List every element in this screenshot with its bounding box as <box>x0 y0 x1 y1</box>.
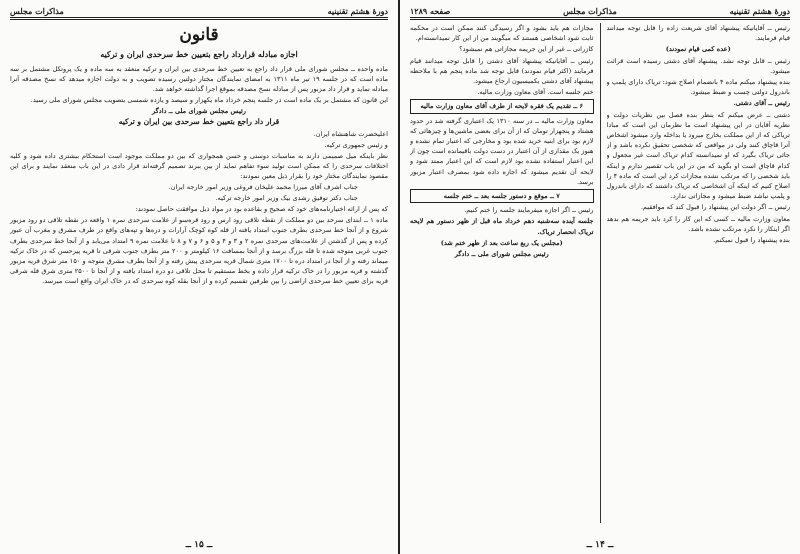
left-running-head <box>10 6 388 20</box>
section-heading-7: ۷ ــ موقع و دستور جلسه بعد ــ ختم جلسه <box>410 189 594 203</box>
col1-item-8: بنده پیشنهاد را قبول نمیکنم. <box>713 236 790 245</box>
col1-item-1-note: (عده کمی قیام نمودند) <box>665 45 731 54</box>
law-body <box>10 64 388 286</box>
col1-item-7: معاون وزارت مالیه ــ کسی که این کار را کرد باید جریمه هم بدهد اگر اینکار را نکرد مرتکب نشده باشد. <box>606 214 790 233</box>
col1-item-5: دشتی ــ عرض میکنم که بنظر بنده فصل بین نظریات دولت و نظریه آقایان در این پیشنهاد است ما نظرمان این است که مبادا تریاکی که از این مملکت بخارج میرود یا بداخله وارد میشود اشخاص آنرا قاچاق کنند ولی در مواقعی که شخصی تحقیق نکرده باشد و از جائی تریاک بگیرد که او نمیدانسته کدام تریاک است غیر مجعول و کدام قاچاق است او بگوید که من در این باب تقصیر ندارم و اینکه باید شخصی را که مرتکب نشده مجازات کرد این است که ماده ۴ را اصلاح کنیم که اینکه آن اشخاصی که تریاک داشتند که دارای باندرول و پلمپ نباشد ضبط میشود و مجازاتی ندارد. <box>606 110 790 201</box>
left-page-number: ــ ۱۵ ــ <box>185 540 213 550</box>
party-1: اعلیحضرت شاهنشاه ایران. <box>313 129 388 138</box>
col2-item-7: جلسه آینده سه‌شنبه دهم خرداد ماه قبل از ظهر دستور هم لایحه تریاک انحصار تریاک. <box>410 217 594 236</box>
article-1: ماده ۱ ــ ابتدای سرحد بین دو مملکت از نقطه تلاقی رود ارس و رود قره‌سو از علامت سرحدی نمره ۱ واقعه در نقطه تلاقی دو رود مزبور شروع و از آنجا خط سرحدی بطرف جنوب امتداد یافته از قله کوه کوچک آرارات و دره‌ها و تپه‌های واقع در طرف مشرق و مغرب آن عبور کرده و پس از گذشتن از علامت‌های سرحدی نمره ۲ و ۳ و ۴ و ۵ و ۶ و ۷ و ۸ تا علامت نمره ۹ امتداد می‌یابد و از آنجا خط سرحدی بطرف جنوب غربی متوجه شده تا قله بزرگ برسد و از آنجا بمسافت ۱۶ کیلومتر و ۲۰۰ متر بطرف جنوب شرقی تا قریه پیرحسن که در خاک ترکیه میماند رفته و از آنجا در امتداد دره تا ۱۷۰۰ متری شمال قریه سرحدی پیش رفته و از آنجا بطرف مشرق متوجه و ۱۵۰ متر شرق قریه مزبور گذشته و قریه مزبور را در خاک ترکیه قرار داده و بخط مستقیم تا محل تلاقی دو دره امتداد یافته و از آنجا تا ۲۵۰۰ متری شرق قله شرقی قریه برای تعیین خط سرحدی اراضی را بین طرفین تقسیم کرده و از آنجا بقله کوه سرحدی که در خاک ایران واقع است میرسد. <box>10 216 389 285</box>
law-title: قانون <box>179 25 219 45</box>
col1-item-2: رئیس ــ قابل توجه نشد. پیشنهاد آقای دشتی رسیده است قرائت میشود. <box>606 56 790 75</box>
law-para-3: نظر باینکه میل صمیمی دارند به مناسبات دوستی و حسن همجواری که بین دو مملکت موجود است استحکام بیشتری داده شود و کلیه اختلافات سرحدی را که ممکن است تولید سوء تفاهم نماید از بین ببرند تصمیم گرفته‌اند قرار دادی در این باب منعقد نمایند و برای این مقصود نمایندگان مختار خود را بقرار ذیل معین نمودند: <box>10 151 388 180</box>
col1-item-6: رئیس ــ اگر دولت این پیشنهاد را قبول کند که موافقیم. <box>640 203 790 212</box>
col1-item-1: رئیس ــ آقایانیکه پیشنهاد آقای شریعت زاده را قابل توجه میدانند قیام فرمایند. <box>606 24 790 43</box>
right-running-head <box>410 6 790 20</box>
col1-item-3: بنده پیشنهاد میکنم ماده ۴ بانضمام اصلاح شود: تریاک دارای پلمپ و باندرول دولتی چسب و ضبط میشود. <box>606 78 790 97</box>
right-page-number: ــ ۱۴ ــ <box>586 540 614 550</box>
col2-item-4: ختم جلسه است. آقای معاون وزارت مالیه. <box>477 88 594 97</box>
party-2: و رئیس جمهوری ترکیه. <box>324 140 388 149</box>
col2-item-6: رئیس ــ اگر اجازه میفرمایند جلسه را ختم کنیم. <box>464 206 594 215</box>
right-header-left: صفحه ۱۲۸۹ <box>410 6 451 16</box>
transcript-column-2 <box>410 23 594 523</box>
law-subtitle: اجازه مبادله قرارداد راجع بتعیین خط سرحدی ایران و ترکیه <box>100 49 298 59</box>
col2-item-1: مجازات هم باید بشود و اگر رسیدگی کنند ممکن است در محکمه ثابت شود اشخاصی هستند که میگویند من از این کار نمیدانسته‌ام. <box>410 24 594 43</box>
col2-item-5: معاون وزارت مالیه ــ در سنه ۱۳۱۰ یک اعتباری گرفته شد در حدود هشتاد و پنجهزار تومان که از آن برای بعضی ماشین‌ها و چیزهائی که لازم بود برای ابنیه خرید شده بود و مخارجی که اعتبار تمام نشده و هنوز یک مقداری از آن اعتبار در دست دولت باقیمانده است چون از این اعتبار استفاده نشده بود لازم است که این اعتبار ممتد شود و لایحه آن تقدیم میشود که اجازه داده شود بمصرف اعتبار مزبور برسد. <box>410 116 594 186</box>
col2-signature: رئیس مجلس شورای ملی ــ دادگر <box>454 250 549 259</box>
law-para-1: ماده واحده ــ مجلس شورای ملی قرار داد راجع به تعیین خط سرحدی بین ایران و ترکیه منعقد به سه ماده و یک پروتکل مشتمل بر سه ماده است که در جلسه ۱۹ تیر ماه ۱۳۱۱ به امضای نمایندگان مختار دولتین رسیده تصویب و به دولت اجازه میدهد که نسخ مصدقه آنرا مبادله نماید و قرار داد مزبور پس از مبادله نسخ مصدقه بموقع اجرا گذاشته خواهد شد. <box>10 65 388 94</box>
right-header-right: دورهٔ هشتم تقنینیه <box>729 6 790 16</box>
section-heading-6: ۶ ــ تقدیم یک فقره لایحه از طرف آقای معاون وزارت مالیه <box>410 99 594 113</box>
representative-1: جناب اشرف آقای میرزا محمد علیخان فروغی وزیر امور خارجه ایران. <box>168 183 358 192</box>
col2-item-3: رئیس ــ آقایانیکه پیشنهاد آقای دشتی را قابل توجه میدانند قیام فرمایند (اکثر قیام نمودند) قابل توجه شد ماده پنجم هم با ملاحظه پیشنهاد آقای دشتی بکمیسیون ارجاع میشود. <box>410 56 594 86</box>
left-header-left: مذاکرات مجلس <box>10 6 64 16</box>
right-header-center: مذاکرات مجلس <box>563 6 617 16</box>
col1-item-4: رئیس ــ آقای دشتی. <box>733 99 790 108</box>
representative-2: جناب دکتر توفیق رشدی بیک وزیر امور خارجه ترکیه. <box>215 194 358 203</box>
transcript-columns <box>410 23 790 523</box>
transcript-column-1 <box>607 23 791 523</box>
left-header-right: دورهٔ هشتم تقنینیه <box>327 6 388 16</box>
law-para-2: این قانون که مشتمل بر یک ماده است در جلسه پنجم خرداد ماه یکهزار و سیصد و یازده شمسی بتصویب مجلس شورای ملی رسید. <box>30 96 388 105</box>
law-para-4: که پس از ارائه اختیارنامه‌های خود که صحیح و بقاعده بود در مواد ذیل موافقت حاصل نمودند: <box>135 205 388 214</box>
right-page <box>400 0 800 554</box>
law-signature: رئیس مجلس شورای ملی ــ دادگر <box>152 107 246 116</box>
col2-item-2: کازرانی ــ غیر از این جریمه مجازاتی هم نمیشود؟ <box>459 45 594 54</box>
column-divider <box>600 23 601 523</box>
contract-title: قرار داد راجع بتعیین خط سرحدی بین ایران و ترکیه <box>118 117 280 127</box>
col2-item-8: (مجلس یک ربع ساعت بعد از ظهر ختم شد) <box>440 238 563 247</box>
